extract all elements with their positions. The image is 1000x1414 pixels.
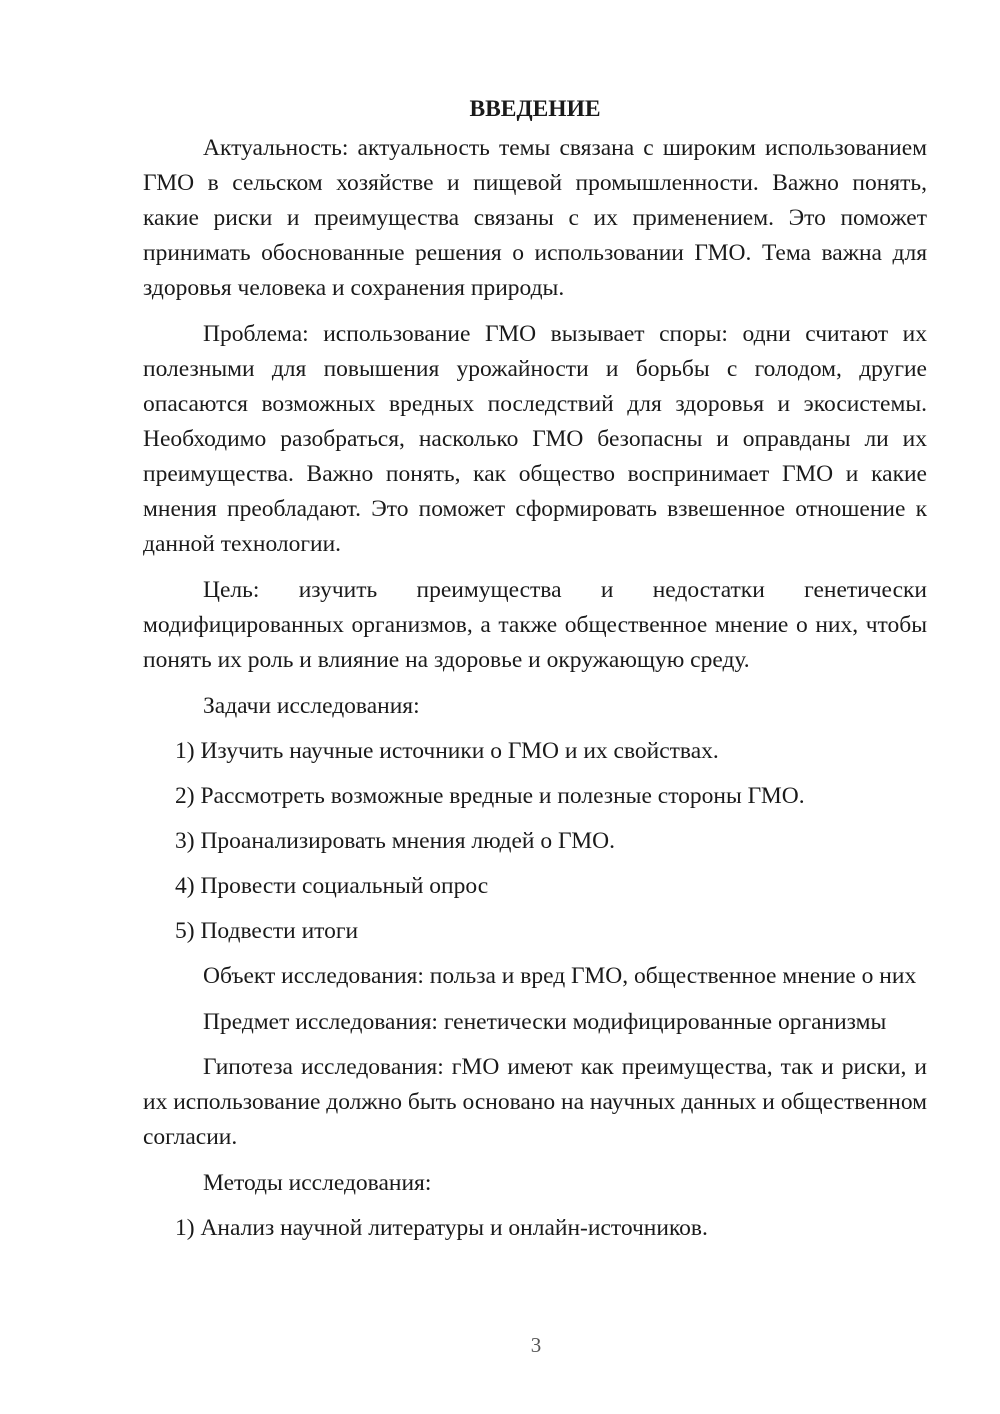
list-item: 5) Подвести итоги [175,918,359,944]
document-body [143,92,927,1256]
goal-paragraph: Цель: изучить преимущества и недостатки генетически модифицированных организмов, а также общественное мнение о них, чтобы понять их роль и влияние на здоровье и окружающую среду. [143,577,927,673]
list-item: 3) Проанализировать мнения людей о ГМО. [175,828,615,854]
page-title: ВВЕДЕНИЕ [469,96,601,122]
object-paragraph: Объект исследования: польза и вред ГМО, общественное мнение о них [203,963,917,989]
list-item: 2) Рассмотреть возможные вредные и полезные стороны ГМО. [175,783,805,809]
list-item: 4) Провести социальный опрос [175,873,489,899]
page-number: 3 [530,1333,542,1357]
relevance-paragraph: Актуальность: актуальность темы связана с широким использованием ГМО в сельском хозяйстве и пищевой промышленности. Важно понять, какие риски и преимущества связаны с их применением. Это поможет принимать обоснованные решения о использовании ГМО. Тема важна для здоровья человека и сохранения природы. [143,135,927,301]
tasks-list [143,734,927,949]
methods-list [143,1211,927,1246]
list-item: 1) Анализ научной литературы и онлайн-источников. [175,1215,708,1241]
problem-paragraph: Проблема: использование ГМО вызывает споры: одни считают их полезными для повышения урожайности и борьбы с голодом, другие опасаются возможных вредных последствий для здоровья и экосистемы. Необходимо разобраться, насколько ГМО безопасны и оправданы ли их преимущества. Важно понять, как общество воспринимает ГМО и какие мнения преобладают. Это поможет сформировать взвешенное отношение к данной технологии. [143,321,927,557]
list-item: 1) Изучить научные источники о ГМО и их свойствах. [175,738,719,764]
tasks-heading: Задачи исследования: [203,693,420,719]
hypothesis-paragraph: Гипотеза исследования: гМО имеют как преимущества, так и риски, и их использование должно быть основано на научных данных и общественном согласии. [143,1054,927,1150]
methods-heading: Методы исследования: [203,1170,432,1196]
subject-paragraph: Предмет исследования: генетически модифицированные организмы [203,1009,887,1035]
